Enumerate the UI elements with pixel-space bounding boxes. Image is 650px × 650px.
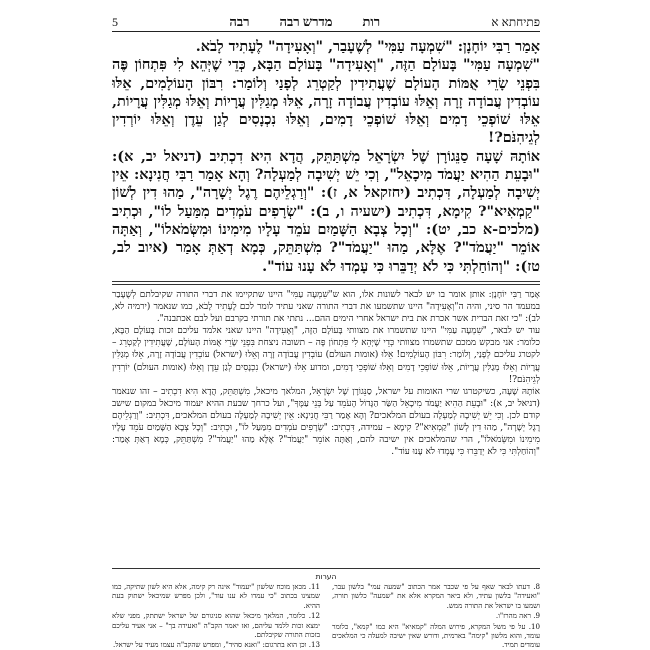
page-number: 5 (112, 15, 119, 29)
running-header (112, 8, 540, 30)
book-title: רות (362, 14, 381, 29)
commentary-paragraph: אוֹתָהּ שָׁעָה, כשיקטרגו שרי האומות על ישראל, סַנֵּגוֹרָן שֶׁל יִשְׂרָאֵל, המלאך מיכאל, מִשְׁתַּתֵּק, הֲדָא הִיא דִכְתִיב – זהו שנאמר (דניאל יב, א): "וּבָעֵת הַהִיא יַעֲמֹד מִיכָאֵל הַשַּׂר הַגָּדוֹל הָעֹמֵד עַל בְּנֵי עַמֶּךָ", ועל כרחך שבעת ההיא יעמוד מיכאל במקום שישב קודם לכן. וְכִי יֵשׁ יְשִׁיבָה לְמַעְלָה בעולם המלאכים? וְהָא אָמַר רַבִּי חֲנִינָא: אֵין יְשִׁיבָה לְמַעְלָה בעולם המלאכים, דִּכְתִיב: "וְרַגְלֵיהֶם רֶגֶל יְשָׁרָה", מַהוּ דִין לְשׁוֹן "קַמְאִיא"? קִימָא – עמידה, דִּכְתִיב: "שְׂרָפִים עֹמְדִים מִמַּעַל לוֹ", וּכְתִיב: "וְכָל צְבָא הַשָּׁמַיִם עֹמֵד עָלָיו מִימִינוֹ וּמִשְּׂמֹאלוֹ", הרי שהמלאכים אין ישיבה להם, וְאַתָּה אוֹמֵר "יַעֲמֹד"? אֶלָּא מַהוּ "יַעֲמֹד"? מִשְׁתַּתֵּק, כְּמָא דְאַתְּ אָמַר: "וְהוֹחַלְתִּי כִּי לֹא יְדַבֵּרוּ כִּי עָמְדוּ לֹא עָנוּ עוֹד". (112, 386, 540, 458)
footnotes-right-column (332, 582, 540, 648)
footnotes-left-column (112, 582, 320, 648)
footnote: 12. כלומר, המלאך מיכאל שהוא סניגורם של ישראל ישתתק, מפני שלא ימצא זכות ללמד עליהם, ואז יאמר הקב"ה "ואעידה בך" – אני אעיד עליכם בזכות התורה שקיבלתם. (112, 611, 320, 640)
footnotes (112, 582, 540, 648)
footnote: 10. על פי משל המקרא, פירוש המלה "קמאיא" היא כמו "קמא", כלומר עומד, והוא מלשון "קימה" בארמית, ודורש שאין ישיבה למעלה כי המלאכים עומדים תמיד. (332, 621, 540, 648)
main-paragraph: "שִׁמְעָה עַמִּי" בָּעוֹלָם הַזֶּה, "וְאָעִידָה" בָּעוֹלָם הַבָּא, כְּדֵי שֶׁיְּהֵא לִי פִּתְחוֹן פֶּה בִּפְנֵי שָׂרֵי אֻמּוֹת הָעוֹלָם שֶׁעֲתִידִין לְקַטְרֵג לְפָנַי וְלוֹמַר: רִבּוֹן הָעוֹלָמִים, אֵלּוּ עוֹבְדִין עֲבוֹדָה זָרָה וְאֵלּוּ עוֹבְדִין עֲבוֹדָה זָרָה, אֵלּוּ מְגַלִּין עֲרָיוֹת וְאֵלּוּ מְגַלִּין עֲרָיוֹת, אֵלּוּ שׁוֹפְכֵי דָמִים וְאֵלּוּ שׁוֹפְכֵי דָמִים, וְאֵלּוּ נִכְנָסִים לְגַן עֵדֶן וְאֵלּוּ יוֹרְדִין לְגֵיהִנֹּם?! (112, 56, 540, 147)
work-title: מדרש רבה (279, 14, 333, 29)
main-text (112, 38, 540, 276)
footnote-divider (112, 568, 540, 569)
footnote: 13. וכן הוא בתרגום: "ואנא סהיד", ומפרש שהקב"ה עצמו מעיד על ישראל. (112, 640, 320, 648)
commentary (112, 289, 540, 563)
commentary-paragraph: אָמַר רַבִּי יוֹחָנָן: אותן אומר בו יש לבאר לשונות אלו, הוא ש"שִׁמְעָה עַמִּי" היינו שתקיימו את דברי התורה שקיבלתם לְשֶׁעָבַר במעמד הר סיני, והיה ה"וְאָעִידָה" היינו שתשמעו את דברי התורה שאני עתיד לומר לכם לֶעָתִיד לָבֹא, כמו שנאמר (ירמיה לא, לב): "כי זאת הברית אשר אכרת את בית ישראל אחרי הימים ההם... נתתי את תורתי בקרבם ועל לבם אכתבנה". (112, 290, 540, 325)
main-paragraph: אוֹתָהּ שָׁעָה סַנֵּגוֹרָן שֶׁל יִשְׂרָאֵל מִשְׁתַּתֵּק, הֲדָא הִיא דִכְתִיב (דניאל יב, א): "וּבָעֵת הַהִיא יַעֲמֹד מִיכָאֵל", וְכִי יֵשׁ יְשִׁיבָה לְמַעְלָה? וְהָא אָמַר רַבִּי חֲנִינָא: אֵין יְשִׁיבָה לְמַעְלָה, דִּכְתִיב (יחזקאל א, ז): "וְרַגְלֵיהֶם רֶגֶל יְשָׁרָה", מַהוּ דִין לְשׁוֹן "קַמְאִיא"? קִימָא, דִּכְתִיב (ישעיה ו, ב): "שְׂרָפִים עֹמְדִים מִמַּעַל לוֹ", וּכְתִיב (מלכים-א כב, יט): "וְכָל צְבָא הַשָּׁמַיִם עֹמֵד עָלָיו מִימִינוֹ וּמִשְּׂמֹאלוֹ", וְאַתָּה אוֹמֵר "יַעֲמֹד"? אֶלָּא, מַהוּ "יַעֲמֹד"? מִשְׁתַּתֵּק, כְּמָא דְאַתְּ אָמַר (איוב לב, טז): "וְהוֹחַלְתִּי כִּי לֹא יְדַבֵּרוּ כִּי עָמְדוּ לֹא עָנוּ עוֹד". (112, 147, 540, 275)
text-divider (112, 284, 540, 285)
footnote: 8. דעתו לבאר שאף על פי שכבר אמר הכתוב "שמעה עמי" בלשון עבר, "ואעידה" בלשון עתיד, ולא ביאר המקרא אלא את "שמעה" כלשון תורה, ושמעו בו ישראל את התורה ממש. (332, 582, 540, 610)
header-titles (229, 14, 380, 30)
footnotes-title: הערות (315, 572, 337, 581)
footnote: 11. מכאן מוכח שלשון "יעמוד" אינה רק קימה, אלא היא לשון שתיקה, כמו שמצינו בכתוב "כי עמדו לא ענו עוד", ולכן מפרש שמיכאל ישתוק בעת ההיא. (112, 582, 320, 610)
parasha-title: רבה (229, 14, 250, 29)
section-label: פתיחתא א (491, 15, 540, 29)
header-divider (112, 31, 540, 32)
text-divider (112, 281, 540, 282)
footnote: 9. ראה מהרז"ו. (495, 611, 540, 621)
commentary-paragraph: עוד יש לבאר, "שִׁמְעָה עַמִּי" היינו שתשמרו את מצוותי בָּעוֹלָם הַזֶּה, "וְאָעִידָה" היינו שאני אלמד עליכם זכות בָּעוֹלָם הַבָּא, כלומר: אני מבקש ממכם שתשמרו מצוותי כְּדֵי שֶׁיְּהֵא לִי פִּתְחוֹן פֶּה – תשובה ניצחת בִּפְנֵי שָׂרֵי אֻמּוֹת הָעוֹלָם, שֶׁעֲתִידִין לְקַטְרֵג – לקטרג עליכם לְפָנַי, וְלוֹמַר: רִבּוֹן הָעוֹלָמִים! אֵלּוּ (אומות העולם) עוֹבְדִין עֲבוֹדָה זָרָה וְאֵלּוּ (ישראל) עוֹבְדִין עֲבוֹדָה זָרָה, אֵלּוּ מְגַלִּין עֲרָיוֹת וְאֵלּוּ מְגַלִּין עֲרָיוֹת, אֵלּוּ שׁוֹפְכֵי דָמִים וְאֵלּוּ שׁוֹפְכֵי דָמִים, ומדוע אֵלּוּ (ישראל) נִכְנָסִים לְגַן עֵדֶן וְאֵלּוּ (אומות העולם) יוֹרְדִין לְגֵיהִנֹּם?! (112, 326, 540, 385)
main-paragraph: אָמַר רַבִּי יוֹחָנָן: "שִׁמְעָה עַמִּי" לְשֶׁעָבַר, "וְאָעִידָה" לֶעָתִיד לָבֹא. (195, 38, 540, 55)
